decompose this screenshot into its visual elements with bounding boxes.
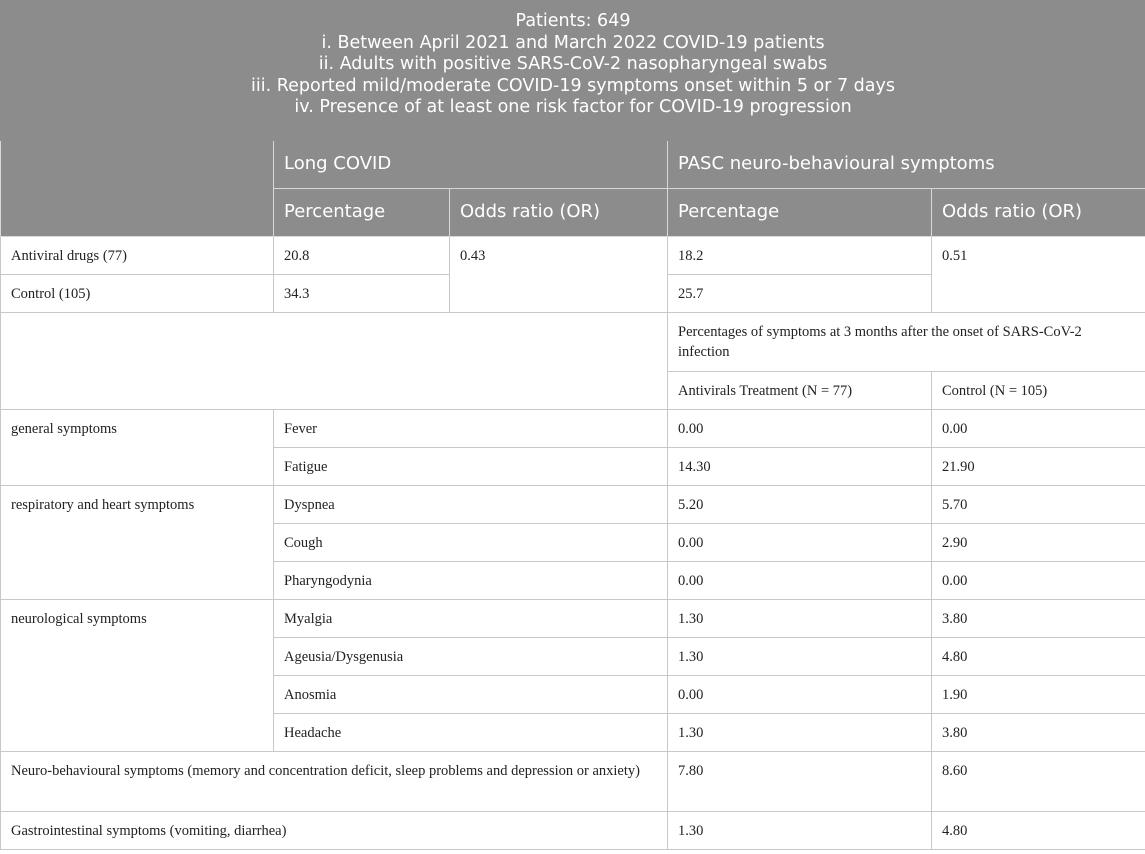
symptom-control: 5.70 (932, 486, 1145, 524)
symptom-antiviral: 14.30 (668, 448, 932, 486)
header-odds-ratio: Odds ratio (OR) (450, 189, 668, 237)
symptom-antiviral: 0.00 (668, 676, 932, 714)
symptom-name: Cough (274, 524, 668, 562)
header-pasc: PASC neuro-behavioural symptoms (668, 141, 1145, 189)
symptom-name: Headache (274, 714, 668, 752)
symptom-antiviral: 1.30 (668, 714, 932, 752)
symptom-antiviral: 0.00 (668, 410, 932, 448)
symptom-antiviral: 1.30 (668, 638, 932, 676)
title-line: ii. Adults with positive SARS-CoV-2 nasopharyngeal swabs (318, 54, 828, 74)
antivirals-column-header: Antivirals Treatment (N = 77) (668, 372, 932, 410)
group-general: general symptoms (1, 410, 274, 486)
symptom-antiviral: 0.00 (668, 524, 932, 562)
symptom-control: 1.90 (932, 676, 1145, 714)
combined-control: 4.80 (932, 812, 1145, 850)
combined-symptom-name: Gastrointestinal symptoms (vomiting, diarrhea) (1, 812, 668, 850)
long-covid-pct-control: 34.3 (274, 275, 450, 313)
symptom-control: 4.80 (932, 638, 1145, 676)
symptom-antiviral: 1.30 (668, 600, 932, 638)
pasc-pct-antiviral: 18.2 (668, 237, 932, 275)
combined-antiviral: 7.80 (668, 752, 932, 812)
symptom-control: 0.00 (932, 410, 1145, 448)
long-covid-pct-antiviral: 20.8 (274, 237, 450, 275)
symptom-name: Anosmia (274, 676, 668, 714)
symptom-name: Ageusia/Dysgenusia (274, 638, 668, 676)
combined-control: 8.60 (932, 752, 1145, 812)
symptom-name: Myalgia (274, 600, 668, 638)
row-label-control: Control (105) (1, 275, 274, 313)
symptom-control: 0.00 (932, 562, 1145, 600)
header-percentage: Percentage (668, 189, 932, 237)
combined-antiviral: 1.30 (668, 812, 932, 850)
header-percentage: Percentage (274, 189, 450, 237)
header-blank (1, 141, 274, 237)
symptoms-note: Percentages of symptoms at 3 months after the onset of SARS-CoV-2 infection (668, 313, 1145, 372)
row-label-antiviral: Antiviral drugs (77) (1, 237, 274, 275)
title-line: iv. Presence of at least one risk factor for COVID-19 progression (294, 97, 852, 117)
group-neurological: neurological symptoms (1, 600, 274, 752)
combined-symptom-name: Neuro-behavioural symptoms (memory and concentration deficit, sleep problems and depression or anxiety) (1, 752, 668, 812)
long-covid-or: 0.43 (450, 237, 668, 313)
title-line: i. Between April 2021 and March 2022 COVID-19 patients (321, 32, 825, 53)
pasc-or: 0.51 (932, 237, 1145, 313)
symptom-control: 3.80 (932, 714, 1145, 752)
header-long-covid: Long COVID (274, 141, 668, 189)
group-respiratory: respiratory and heart symptoms (1, 486, 274, 600)
symptom-control: 3.80 (932, 600, 1145, 638)
symptom-antiviral: 0.00 (668, 562, 932, 600)
symptom-control: 21.90 (932, 448, 1145, 486)
symptom-name: Fatigue (274, 448, 668, 486)
title-line: iii. Reported mild/moderate COVID-19 symptoms onset within 5 or 7 days (251, 75, 895, 96)
header-odds-ratio: Odds ratio (OR) (932, 189, 1145, 237)
symptom-name: Dyspnea (274, 486, 668, 524)
title-line: Patients: 649 (515, 11, 631, 31)
symptom-antiviral: 5.20 (668, 486, 932, 524)
symptom-name: Pharyngodynia (274, 562, 668, 600)
pasc-pct-control: 25.7 (668, 275, 932, 313)
control-column-header: Control (N = 105) (932, 372, 1145, 410)
blank-cell (1, 313, 668, 410)
symptom-name: Fever (274, 410, 668, 448)
symptom-control: 2.90 (932, 524, 1145, 562)
table-title (1, 1, 1145, 141)
